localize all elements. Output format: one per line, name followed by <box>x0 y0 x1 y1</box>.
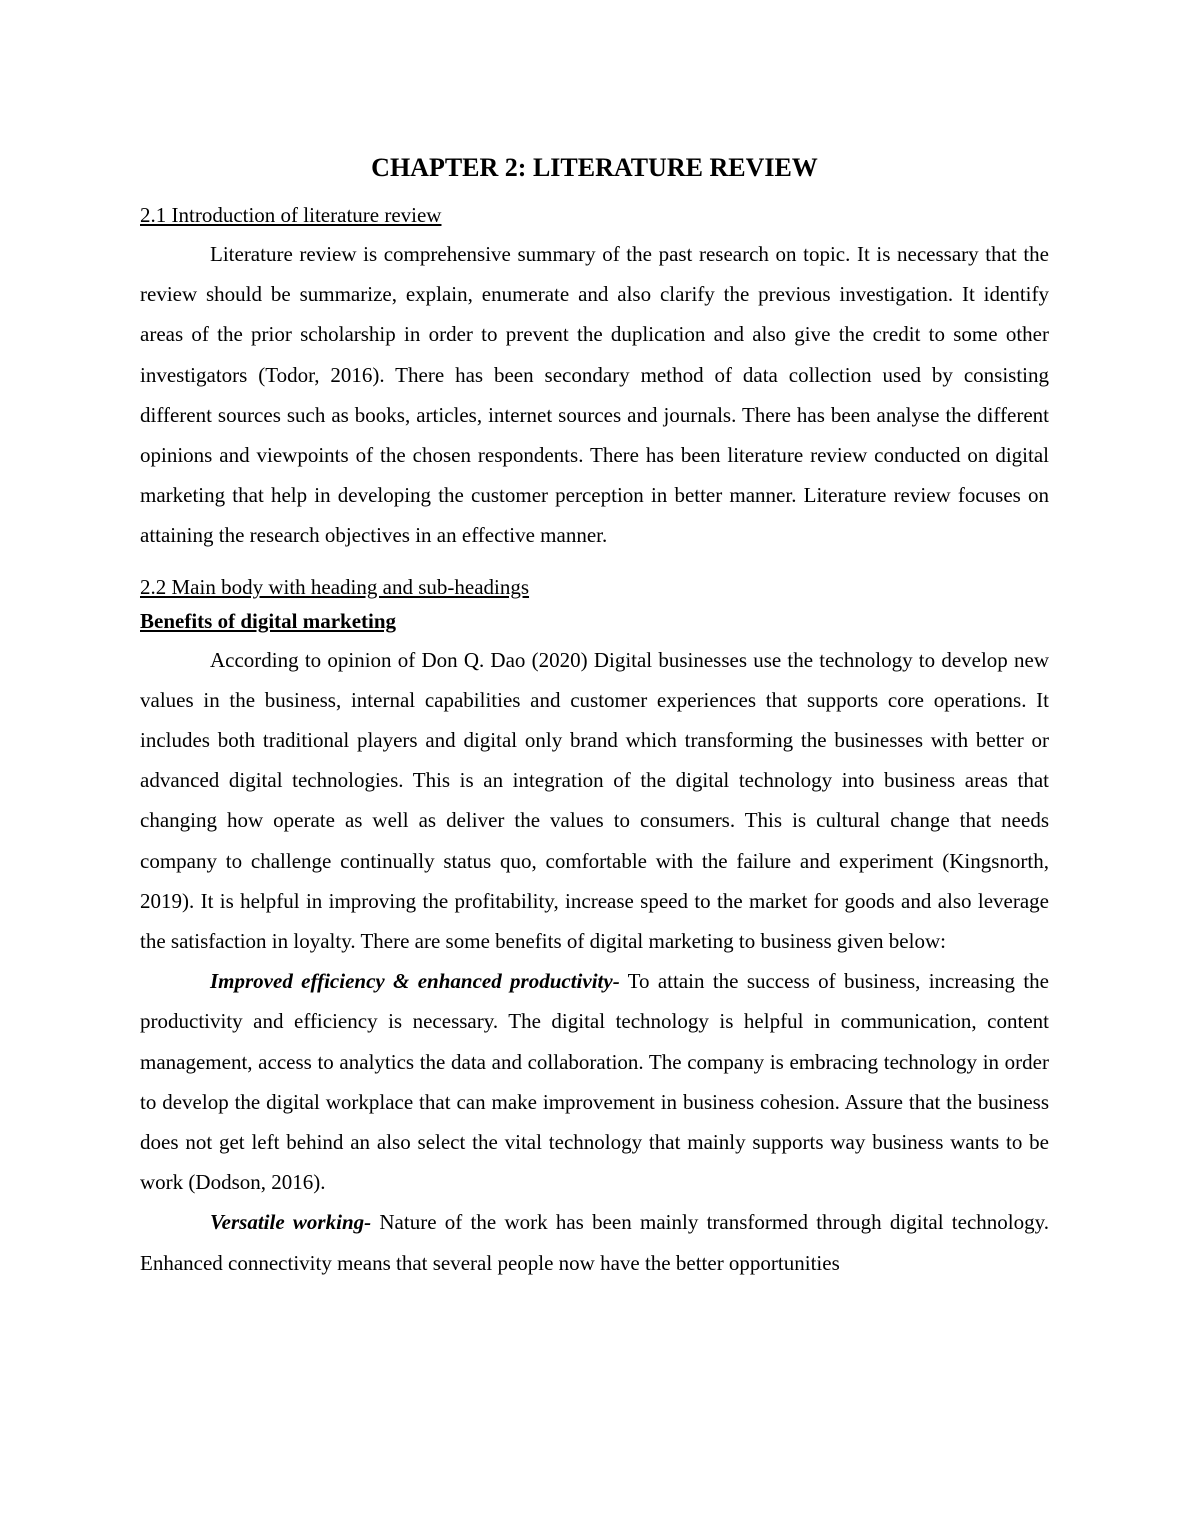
benefits-paragraph: According to opinion of Don Q. Dao (2020) Digital businesses use the technology to develop new values in the business, internal capabilities and customer experiences that supports core operations. It includes both traditional players and digital only brand which transforming the businesses with better or advanced digital technologies. This is an integration of the digital technology into business areas that changing how operate as well as deliver the values to consumers. This is cultural change that needs company to challenge continually status quo, comfortable with the failure and experiment (Kingsnorth, 2019). It is helpful in improving the profitability, increase speed to the market for goods and also leverage the satisfaction in loyalty. There are some benefits of digital marketing to business given below: <box>140 647 1049 954</box>
introduction-paragraph: Literature review is comprehensive summary of the past research on topic. It is necessary that the review should be summarize, explain, enumerate and also clarify the previous investigation. It identify areas of the prior scholarship in order to prevent the duplication and also give the credit to some other investigators (Todor, 2016). There has been secondary method of data collection used by consisting different sources such as books, articles, internet sources and journals. There has been analyse the different opinions and viewpoints of the chosen respondents. There has been literature review conducted on digital marketing that help in developing the customer perception in better manner. Literature review focuses on attaining the research objectives in an effective manner. <box>140 242 1049 548</box>
section-heading-main-body: 2.2 Main body with heading and sub-headings <box>140 574 530 599</box>
benefit-efficiency-text: To attain the success of business, increasing the productivity and efficiency is necessary. The digital technology is helpful in communication, content management, access to analytics the data and collaboration. The company is embracing technology in order to develop the digital workplace that can make improvement in business cohesion. Assure that the business does not get left behind an also select the vital technology that mainly supports way business wants to be work (Dodson, 2016). <box>140 969 1049 1195</box>
benefit-versatile-paragraph <box>140 1202 1049 1282</box>
subheading-benefits: Benefits of digital marketing <box>140 608 397 633</box>
section-spacer <box>140 556 1049 572</box>
document-page <box>140 148 1049 1283</box>
benefit-efficiency-paragraph <box>140 961 1049 1202</box>
benefit-versatile-text: Nature of the work has been mainly transformed through digital technology. Enhanced connectivity means that several people now have the better opportunities <box>140 1210 1050 1275</box>
benefit-versatile-lead: Versatile working- <box>210 1210 372 1235</box>
chapter-title: CHAPTER 2: LITERATURE REVIEW <box>371 153 818 182</box>
benefit-efficiency-lead: Improved efficiency & enhanced productivity- <box>210 969 620 994</box>
section-heading-introduction: 2.1 Introduction of literature review <box>140 203 442 227</box>
